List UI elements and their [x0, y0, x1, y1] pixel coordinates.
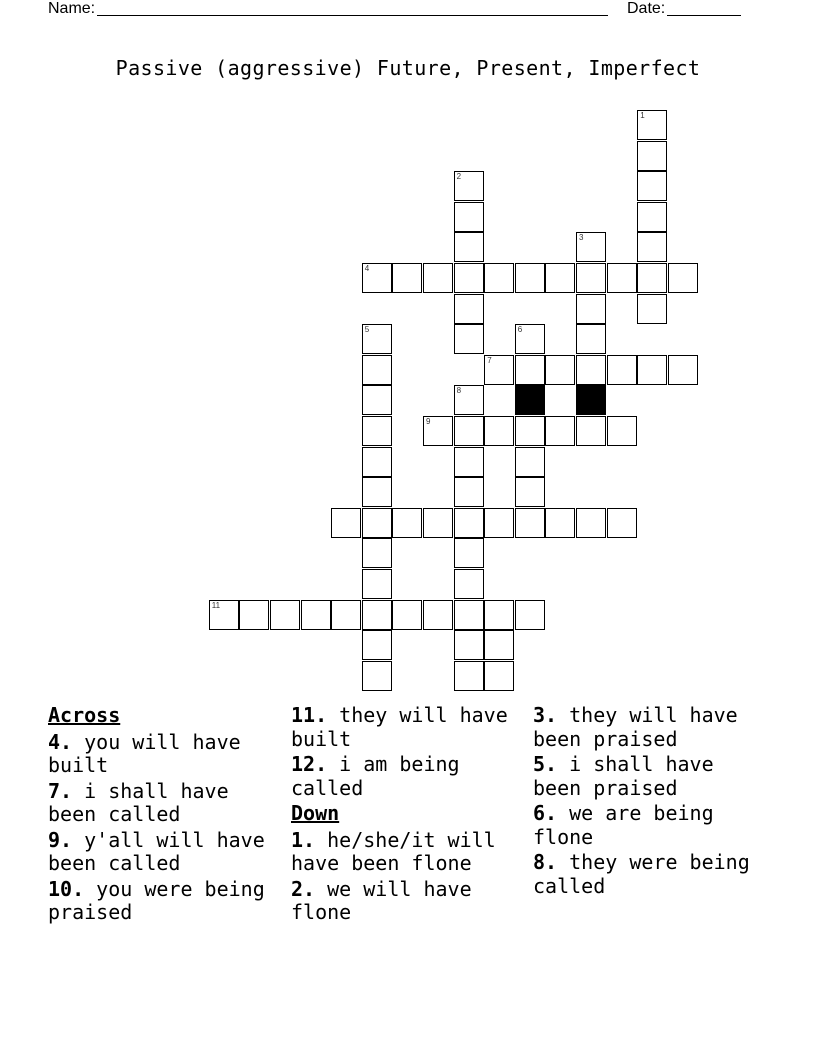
grid-cell[interactable] [454, 538, 484, 568]
grid-cell[interactable] [454, 416, 484, 446]
grid-cell[interactable] [515, 324, 545, 354]
grid-cell[interactable] [362, 508, 392, 538]
grid-cell[interactable] [637, 141, 667, 171]
grid-cell[interactable] [484, 600, 514, 630]
grid-cell[interactable] [576, 263, 606, 293]
grid-cell[interactable] [607, 355, 637, 385]
clue-down-2: 2. we will have flone [291, 876, 472, 924]
grid-cell[interactable] [331, 600, 361, 630]
clues-column-3 [533, 704, 773, 900]
grid-cell[interactable] [545, 508, 575, 538]
grid-cell[interactable] [454, 569, 484, 599]
grid-cell[interactable] [515, 447, 545, 477]
clue-down-5: 5. i shall have been praised [533, 752, 714, 800]
grid-cell-number: 8 [456, 386, 462, 396]
grid-cell[interactable] [362, 477, 392, 507]
grid-cell[interactable] [362, 538, 392, 568]
grid-cell[interactable] [362, 355, 392, 385]
grid-cell[interactable] [362, 324, 392, 354]
grid-cell[interactable] [484, 508, 514, 538]
grid-cell[interactable] [637, 263, 667, 293]
grid-cell[interactable] [515, 508, 545, 538]
grid-cell[interactable] [454, 477, 484, 507]
grid-cell-number: 1 [640, 111, 645, 120]
clue-across-10: 10. you were being praised [48, 876, 265, 924]
grid-cell[interactable] [454, 202, 484, 232]
date-label: Date: [627, 0, 666, 17]
clue-across-11: 11. they will have built [291, 703, 508, 751]
date-blank-line [667, 0, 741, 16]
grid-cell[interactable] [454, 385, 484, 415]
clue-down-1: 1. he/she/it will have been flone [291, 827, 496, 875]
clue-across-4: 4. you will have built [48, 729, 241, 777]
grid-cell[interactable] [392, 508, 422, 538]
grid-cell[interactable] [454, 447, 484, 477]
clue-down-3: 3. they will have been praised [533, 703, 738, 751]
grid-cell[interactable] [484, 416, 514, 446]
page-title: Passive (aggressive) Future, Present, Imperfect [115, 56, 701, 80]
grid-cell[interactable] [545, 355, 575, 385]
grid-cell[interactable] [454, 294, 484, 324]
grid-cell[interactable] [637, 110, 667, 140]
grid-cell[interactable] [545, 263, 575, 293]
grid-cell[interactable] [576, 324, 606, 354]
name-field [48, 0, 608, 18]
grid-cell-number: 9 [426, 417, 431, 426]
grid-cell[interactable] [239, 600, 269, 630]
grid-cell[interactable] [454, 661, 484, 691]
grid-cell[interactable] [392, 263, 422, 293]
grid-cell[interactable] [362, 600, 392, 630]
name-blank-line [97, 0, 608, 16]
grid-cell-number: 3 [579, 233, 584, 243]
grid-cell[interactable] [607, 416, 637, 446]
grid-cell[interactable] [454, 324, 484, 354]
grid-cell-number: 4 [364, 264, 370, 273]
grid-cell-number: 5 [364, 325, 370, 335]
across-heading: Across [48, 703, 121, 727]
grid-cell[interactable] [607, 508, 637, 538]
grid-cell[interactable] [637, 232, 667, 262]
grid-cell[interactable] [515, 416, 545, 446]
grid-cell[interactable] [362, 263, 392, 293]
down-heading: Down [291, 801, 340, 825]
grid-cell[interactable] [515, 477, 545, 507]
grid-cell[interactable] [454, 232, 484, 262]
grid-cell-number: 6 [517, 325, 523, 335]
grid-cell[interactable] [576, 232, 606, 262]
grid-cell[interactable] [484, 263, 514, 293]
grid-cell-number: 7 [487, 355, 492, 365]
grid-cell[interactable] [362, 416, 392, 446]
grid-cell[interactable] [545, 416, 575, 446]
grid-cell[interactable] [668, 355, 698, 385]
grid-cell[interactable] [423, 508, 453, 538]
grid-cell[interactable] [515, 600, 545, 630]
grid-cell[interactable] [362, 630, 392, 660]
grid-cell[interactable] [423, 416, 453, 446]
clues-column-1 [48, 704, 288, 927]
grid-cell[interactable] [362, 661, 392, 691]
clue-down-6: 6. we are being flone [533, 801, 714, 849]
grid-cell[interactable] [454, 600, 484, 630]
clue-across-7: 7. i shall have been called [48, 778, 229, 826]
grid-cell[interactable] [454, 630, 484, 660]
grid-cell[interactable] [637, 171, 667, 201]
clue-across-12: 12. i am being called [291, 752, 460, 800]
grid-cell[interactable] [331, 508, 361, 538]
grid-cell[interactable] [454, 263, 484, 293]
grid-cell[interactable] [607, 263, 637, 293]
grid-cell[interactable] [637, 202, 667, 232]
name-label: Name: [48, 0, 96, 17]
grid-cell[interactable] [423, 263, 453, 293]
grid-cell[interactable] [637, 294, 667, 324]
date-field [627, 0, 741, 18]
grid-cell[interactable] [484, 355, 514, 385]
grid-cell[interactable] [454, 171, 484, 201]
grid-cell-blocked [515, 385, 545, 415]
grid-cell[interactable] [392, 600, 422, 630]
grid-cell[interactable] [668, 263, 698, 293]
grid-cell[interactable] [515, 263, 545, 293]
grid-cell[interactable] [270, 600, 300, 630]
grid-cell[interactable] [637, 355, 667, 385]
grid-cell[interactable] [484, 661, 514, 691]
grid-cell[interactable] [362, 385, 392, 415]
grid-cell[interactable] [484, 630, 514, 660]
grid-cell[interactable] [362, 447, 392, 477]
grid-cell-number: 11 [211, 600, 221, 610]
clues-column-2 [291, 704, 531, 927]
grid-cell[interactable] [454, 508, 484, 538]
grid-cell[interactable] [301, 600, 331, 630]
grid-cell[interactable] [423, 600, 453, 630]
grid-cell[interactable] [576, 508, 606, 538]
grid-cell-blocked [576, 385, 606, 415]
grid-cell-number: 2 [456, 172, 462, 182]
grid-cell[interactable] [576, 416, 606, 446]
grid-cell[interactable] [362, 569, 392, 599]
grid-cell[interactable] [576, 355, 606, 385]
grid-cell[interactable] [576, 294, 606, 324]
clue-across-9: 9. y'all will have been called [48, 827, 265, 875]
clue-down-8: 8. they were being called [533, 850, 750, 898]
grid-cell[interactable] [209, 600, 239, 630]
grid-cell[interactable] [515, 355, 545, 385]
